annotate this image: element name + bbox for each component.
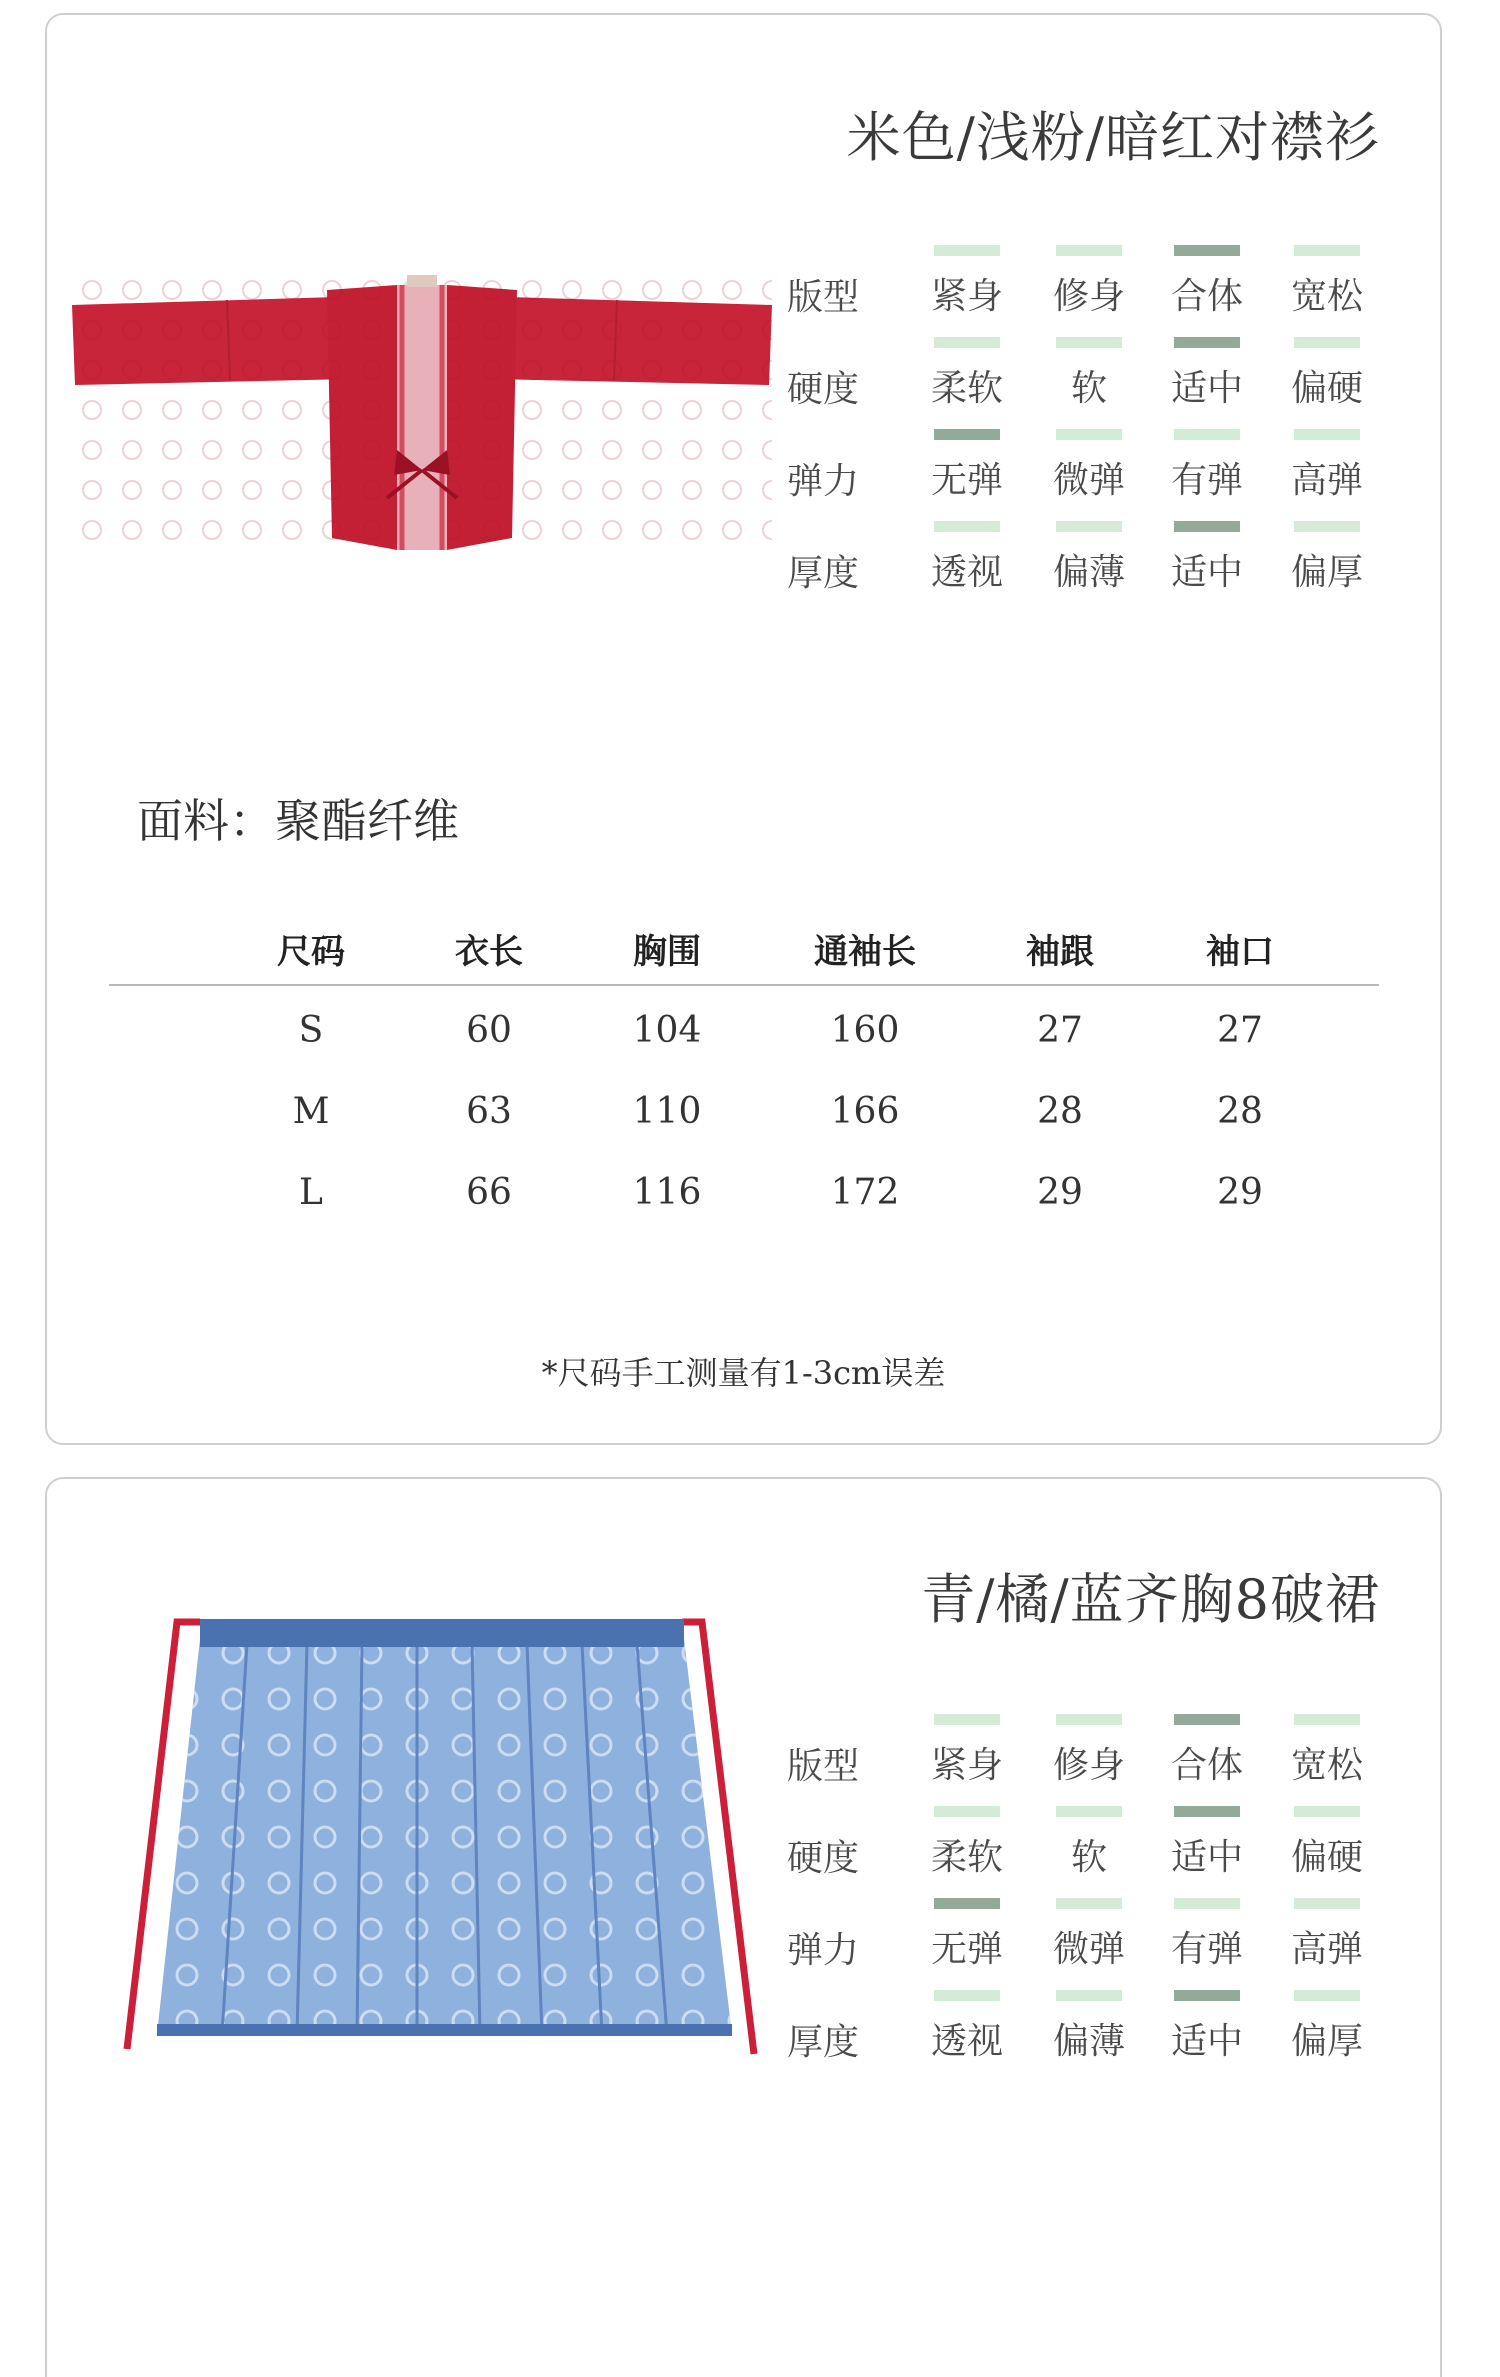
table-cell: S <box>298 1010 324 1051</box>
property-option: 修身 <box>1039 1714 1139 1788</box>
indicator-bar-selected <box>1174 1714 1240 1725</box>
indicator-bar <box>1294 1898 1360 1909</box>
indicator-bar <box>1056 245 1122 256</box>
indicator-bar <box>1174 429 1240 440</box>
property-label: 弹力 <box>787 1930 860 1971</box>
property-label: 硬度 <box>787 1838 860 1879</box>
table-cell: 116 <box>632 1172 702 1213</box>
property-option: 紧身 <box>917 1714 1017 1788</box>
column-header: 袖跟 <box>1026 932 1094 972</box>
product-title: 米色/浅粉/暗红对襟衫 <box>846 106 1380 169</box>
table-cell: 160 <box>830 1010 900 1051</box>
indicator-bar-selected <box>1174 521 1240 532</box>
property-option: 紧身 <box>917 245 1017 319</box>
fabric-material: 面料：聚酯纤维 <box>137 794 459 848</box>
indicator-bar <box>1174 1898 1240 1909</box>
indicator-bar-selected <box>1174 245 1240 256</box>
property-label: 厚度 <box>787 553 860 594</box>
property-option: 透视 <box>917 521 1017 595</box>
indicator-bar <box>934 337 1000 348</box>
indicator-bar-selected <box>1174 1990 1240 2001</box>
indicator-bar <box>934 1714 1000 1725</box>
column-header: 通袖长 <box>814 932 916 972</box>
property-row-hardness <box>787 1806 1407 1898</box>
table-cell: 27 <box>1037 1010 1083 1051</box>
size-table-header <box>109 910 1379 986</box>
table-cell: 166 <box>830 1091 900 1132</box>
property-option: 高弹 <box>1277 1898 1377 1972</box>
property-row-elasticity <box>787 429 1407 521</box>
property-option: 软 <box>1039 1806 1139 1880</box>
column-header: 衣长 <box>455 932 523 972</box>
indicator-bar <box>1056 521 1122 532</box>
property-row-elasticity <box>787 1898 1407 1990</box>
property-label: 硬度 <box>787 369 860 410</box>
property-option: 无弹 <box>917 1898 1017 1972</box>
product-card-cardigan <box>45 13 1442 1445</box>
property-option: 偏厚 <box>1277 521 1377 595</box>
indicator-bar-selected <box>934 1898 1000 1909</box>
indicator-bar <box>1294 429 1360 440</box>
indicator-bar <box>1056 1806 1122 1817</box>
indicator-bar <box>1294 337 1360 348</box>
column-header: 袖口 <box>1206 932 1274 972</box>
indicator-bar <box>1294 1990 1360 2001</box>
table-row <box>109 1067 1379 1148</box>
property-option: 无弹 <box>917 429 1017 503</box>
property-label: 版型 <box>787 1746 860 1787</box>
property-option: 宽松 <box>1277 1714 1377 1788</box>
indicator-bar-selected <box>934 429 1000 440</box>
property-option: 适中 <box>1157 521 1257 595</box>
table-cell: 60 <box>466 1010 512 1051</box>
property-option: 柔软 <box>917 337 1017 411</box>
table-cell: 28 <box>1217 1091 1263 1132</box>
table-row <box>109 1148 1379 1229</box>
property-option: 微弹 <box>1039 429 1139 503</box>
indicator-bar-selected <box>1174 337 1240 348</box>
indicator-bar <box>1056 337 1122 348</box>
property-row-fit <box>787 245 1407 337</box>
property-option: 偏厚 <box>1277 1990 1377 2064</box>
indicator-bar <box>1294 245 1360 256</box>
red-cardigan-image <box>72 270 772 550</box>
fabric-properties <box>787 245 1407 613</box>
table-cell: L <box>299 1172 323 1213</box>
indicator-bar-selected <box>1174 1806 1240 1817</box>
property-option: 偏薄 <box>1039 521 1139 595</box>
indicator-bar <box>1294 1806 1360 1817</box>
property-option: 透视 <box>917 1990 1017 2064</box>
indicator-bar <box>934 1806 1000 1817</box>
property-option: 软 <box>1039 337 1139 411</box>
fabric-properties <box>787 1714 1407 2082</box>
property-row-fit <box>787 1714 1407 1806</box>
table-cell: 28 <box>1037 1091 1083 1132</box>
property-row-thickness <box>787 1990 1407 2082</box>
property-row-hardness <box>787 337 1407 429</box>
property-option: 修身 <box>1039 245 1139 319</box>
indicator-bar <box>934 521 1000 532</box>
product-title: 青/橘/蓝齐胸8破裙 <box>921 1568 1380 1631</box>
property-option: 适中 <box>1157 337 1257 411</box>
table-cell: 172 <box>830 1172 900 1213</box>
indicator-bar <box>934 245 1000 256</box>
property-label: 版型 <box>787 277 860 318</box>
indicator-bar <box>1056 1898 1122 1909</box>
column-header: 胸围 <box>633 932 701 972</box>
property-label: 弹力 <box>787 461 860 502</box>
table-cell: 110 <box>632 1091 702 1132</box>
property-option: 合体 <box>1157 245 1257 319</box>
property-option: 适中 <box>1157 1806 1257 1880</box>
table-cell: 27 <box>1217 1010 1263 1051</box>
measurement-note: *尺码手工测量有1-3cm误差 <box>541 1354 946 1392</box>
table-cell: M <box>292 1091 330 1132</box>
table-cell: 29 <box>1037 1172 1083 1213</box>
indicator-bar <box>1294 521 1360 532</box>
property-option: 柔软 <box>917 1806 1017 1880</box>
table-row <box>109 986 1379 1067</box>
property-row-thickness <box>787 521 1407 613</box>
property-option: 偏硬 <box>1277 1806 1377 1880</box>
property-option: 合体 <box>1157 1714 1257 1788</box>
property-option: 偏硬 <box>1277 337 1377 411</box>
table-cell: 29 <box>1217 1172 1263 1213</box>
property-option: 有弹 <box>1157 1898 1257 1972</box>
property-option: 有弹 <box>1157 429 1257 503</box>
table-cell: 63 <box>466 1091 512 1132</box>
indicator-bar <box>1294 1714 1360 1725</box>
property-option: 偏薄 <box>1039 1990 1139 2064</box>
indicator-bar <box>934 1990 1000 2001</box>
indicator-bar <box>1056 429 1122 440</box>
property-option: 适中 <box>1157 1990 1257 2064</box>
property-label: 厚度 <box>787 2022 860 2063</box>
size-table <box>109 910 1379 1229</box>
property-option: 高弹 <box>1277 429 1377 503</box>
table-cell: 66 <box>466 1172 512 1213</box>
product-card-skirt <box>45 1477 1442 2377</box>
property-option: 宽松 <box>1277 245 1377 319</box>
blue-pleated-skirt-image <box>72 1584 772 2084</box>
column-header: 尺码 <box>277 932 345 972</box>
indicator-bar <box>1056 1990 1122 2001</box>
table-cell: 104 <box>632 1010 702 1051</box>
indicator-bar <box>1056 1714 1122 1725</box>
property-option: 微弹 <box>1039 1898 1139 1972</box>
